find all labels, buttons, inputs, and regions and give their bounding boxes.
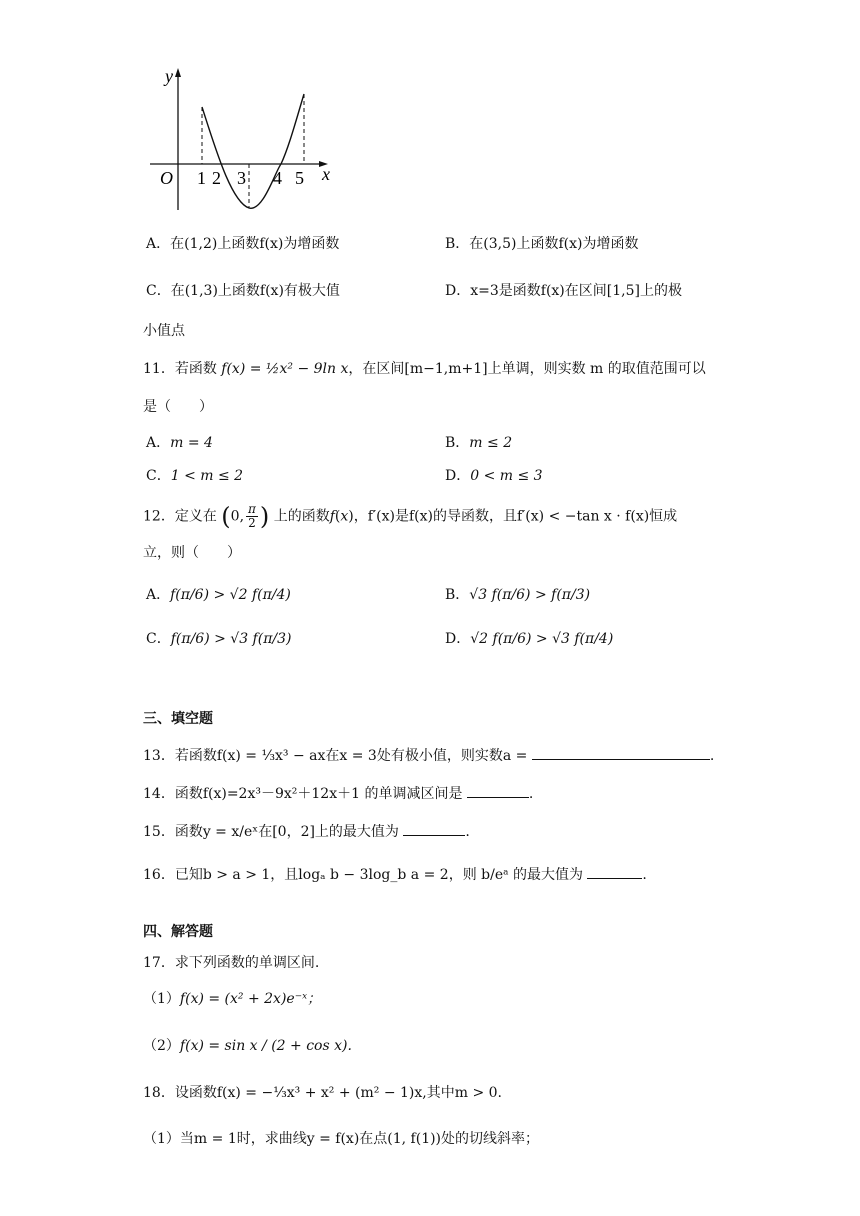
q12-option-b: B．√3 f(π/6) > f(π/3) [445,587,591,603]
q17-part-1: （1）f(x) = (x² + 2x)e⁻ˣ； [143,991,322,1007]
q11-option-d: D．0 < m ≤ 3 [445,468,543,484]
y-axis-label: y [165,66,173,86]
y-axis-arrow [175,68,181,77]
q14: 14．函数f(x)=2x³－9x²＋12x＋1 的单调减区间是 . [143,786,534,802]
tick-5: 5 [295,168,304,188]
q12-stem-continued: 立，则（ ） [143,545,241,561]
q16: 16．已知b > a > 1，且logₐ b − 3log_b a = 2，则 b/eᵃ 的最大值为 . [143,867,647,883]
q11-option-b: B．m ≤ 2 [445,435,513,451]
tick-1: 1 [197,168,206,188]
q11-option-c: C．1 < m ≤ 2 [146,468,244,484]
q10-option-a: A．在(1,2)上函数f(x)为增函数 [146,236,340,252]
q10-option-d-continued: 小值点 [143,323,185,339]
q10-option-b: B．在(3,5)上函数f(x)为增函数 [445,236,639,252]
x-axis-label: x [322,164,330,184]
q11-stem-continued: 是（ ） [143,399,213,415]
q11-stem: 11．若函数 f(x) = ½x² − 9ln x，在区间[m−1,m+1]上单调，则实数 m 的取值范围可以 [143,361,706,377]
q12-option-a: A．f(π/6) > √2 f(π/4) [146,587,291,603]
tick-2: 2 [212,168,221,188]
q13: 13．若函数f(x) = ⅓x³ − ax在x = 3处有极小值，则实数a = . [143,748,715,764]
section-solutions-title: 四、解答题 [143,924,213,940]
tick-3: 3 [237,168,246,188]
tick-4: 4 [273,168,282,188]
q10-option-c: C．在(1,3)上函数f(x)有极大值 [146,283,340,299]
q12-option-d: D．√2 f(π/6) > √3 f(π/4) [445,631,614,647]
q15: 15．函数y = x/eˣ在[0，2]上的最大值为 . [143,824,470,840]
section-fill-in-title: 三、填空题 [143,711,213,727]
q12-option-c: C．f(π/6) > √3 f(π/3) [146,631,292,647]
q17-stem: 17．求下列函数的单调区间. [143,955,320,971]
curve [202,94,304,208]
q11-option-a: A．m = 4 [146,435,213,451]
q17-part-2: （2）f(x) = sin x / (2 + cos x). [143,1038,352,1054]
q12-stem: 12．定义在 (0, $\frac{\pi}{2}$ ) 上的函数f(x)，f′(x)是f(x)的导函数，且f′(x) < −tan x · f(x)恒成 [143,502,678,531]
q18-stem: 18．设函数f(x) = −⅓x³ + x² + (m² − 1)x,其中m > 0. [143,1085,502,1101]
derivative-graph [145,62,345,212]
origin-label: O [160,168,173,188]
q18-part-1: （1）当m = 1时，求曲线y = f(x)在点(1, f(1))处的切线斜率； [143,1131,540,1147]
q10-option-d: D．x=3是函数f(x)在区间[1,5]上的极 [445,283,682,299]
